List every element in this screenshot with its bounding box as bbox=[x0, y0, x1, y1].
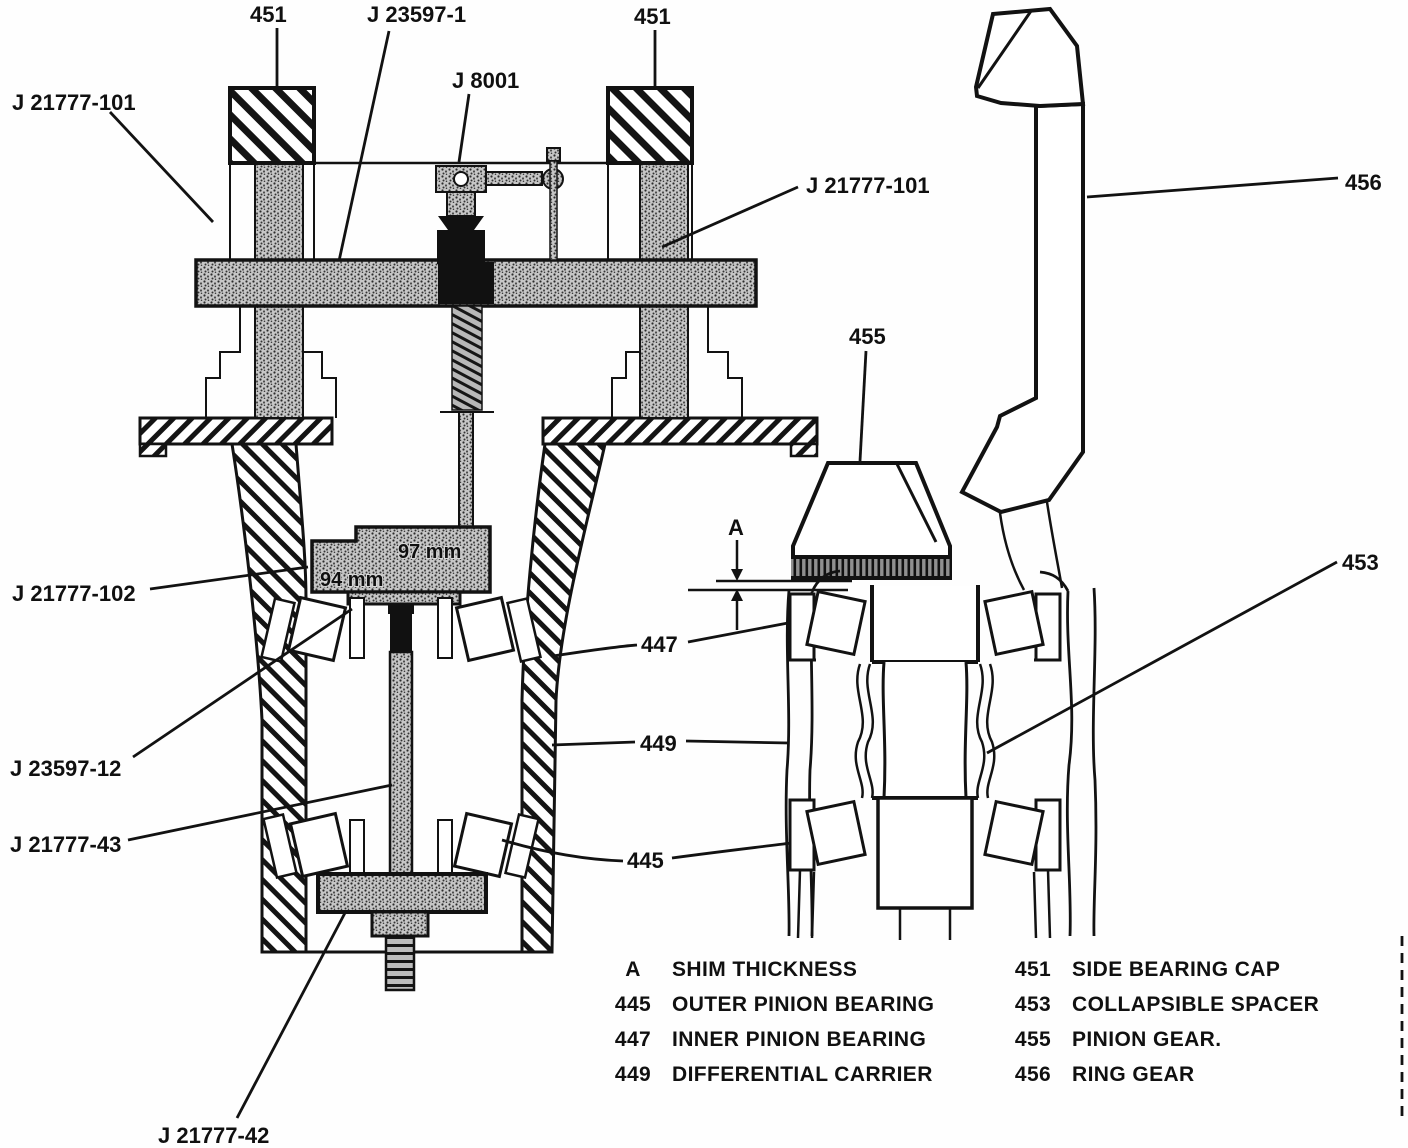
leader-456 bbox=[1087, 178, 1338, 197]
legend-label-inner-pinion-bearing: INNER PINION BEARING bbox=[672, 1028, 927, 1051]
legend-label-ring-gear: RING GEAR bbox=[1072, 1063, 1195, 1086]
bottom-plate bbox=[318, 874, 486, 990]
leader-455 bbox=[860, 351, 866, 461]
crossbar bbox=[196, 260, 756, 306]
callout-j21777-101-right: J 21777-101 bbox=[806, 173, 930, 198]
legend-label-collapsible-spacer: COLLAPSIBLE SPACER bbox=[1072, 993, 1320, 1016]
legend-code-453: 453 bbox=[1014, 993, 1052, 1016]
callout-j8001: J 8001 bbox=[452, 68, 520, 93]
pinion-shaft-lower bbox=[878, 798, 972, 940]
legend-label-side-bearing-cap: SIDE BEARING CAP bbox=[1072, 958, 1281, 981]
gauge-value-97mm: 97 mm bbox=[398, 541, 462, 563]
legend-code-455: 455 bbox=[1014, 1028, 1052, 1051]
legend-code-456: 456 bbox=[1014, 1063, 1052, 1086]
threaded-rod bbox=[440, 306, 494, 528]
legend-code-449: 449 bbox=[614, 1063, 652, 1086]
legend-row-449 bbox=[606, 1057, 1006, 1092]
legend bbox=[606, 952, 1319, 1092]
callout-j21777-43: J 21777-43 bbox=[10, 832, 122, 857]
legend-row-445 bbox=[606, 987, 1006, 1022]
callout-449: 449 bbox=[640, 731, 677, 756]
legend-code-451: 451 bbox=[1014, 958, 1052, 981]
legend-row-456 bbox=[1006, 1057, 1319, 1092]
legend-row-shim bbox=[606, 952, 1006, 987]
leader-j23597-1 bbox=[339, 31, 389, 261]
callout-445: 445 bbox=[627, 848, 664, 873]
legend-label-pinion-gear: PINION GEAR. bbox=[1072, 1028, 1222, 1051]
callout-447: 447 bbox=[641, 632, 678, 657]
callout-j21777-101-left: J 21777-101 bbox=[12, 90, 136, 115]
callout-shim-a: A bbox=[728, 515, 744, 540]
legend-column-left bbox=[606, 952, 1006, 1092]
legend-label-differential-carrier: DIFFERENTIAL CARRIER bbox=[672, 1063, 933, 1086]
legend-row-451 bbox=[1006, 952, 1319, 987]
leader-j8001 bbox=[459, 94, 469, 162]
leader-j21777-101-left bbox=[110, 112, 213, 222]
legend-code-447: 447 bbox=[614, 1028, 652, 1051]
ring-gear-outline bbox=[962, 9, 1083, 590]
gauge-value-94mm: 94 mm bbox=[320, 569, 384, 591]
pinion-shaft-upper bbox=[872, 585, 978, 662]
legend-column-right bbox=[1006, 952, 1319, 1092]
legend-label-outer-pinion-bearing: OUTER PINION BEARING bbox=[672, 993, 935, 1016]
callout-451-right: 451 bbox=[634, 4, 671, 29]
callout-j23597-1: J 23597-1 bbox=[367, 2, 467, 27]
callout-j23597-12: J 23597-12 bbox=[10, 756, 122, 781]
legend-code-445: 445 bbox=[614, 993, 652, 1016]
callout-j21777-102: J 21777-102 bbox=[12, 581, 136, 606]
right-assembly-pinion-section bbox=[688, 9, 1096, 940]
legend-row-447 bbox=[606, 1022, 1006, 1057]
dial-indicator bbox=[436, 148, 563, 264]
callout-j21777-42: J 21777-42 bbox=[158, 1123, 270, 1148]
callout-455: 455 bbox=[849, 324, 886, 349]
legend-row-455 bbox=[1006, 1022, 1319, 1057]
callout-456: 456 bbox=[1345, 170, 1382, 195]
callout-453: 453 bbox=[1342, 550, 1379, 575]
center-shaft bbox=[390, 604, 412, 878]
legend-label-shim-thickness: SHIM THICKNESS bbox=[672, 958, 858, 981]
legend-code-a: A bbox=[625, 958, 641, 981]
callout-451-left: 451 bbox=[250, 2, 287, 27]
pinion-shaft-middle bbox=[872, 662, 978, 798]
leader-j23597-12 bbox=[133, 609, 352, 757]
legend-row-453 bbox=[1006, 987, 1319, 1022]
pinion-gear-outline bbox=[791, 463, 952, 578]
